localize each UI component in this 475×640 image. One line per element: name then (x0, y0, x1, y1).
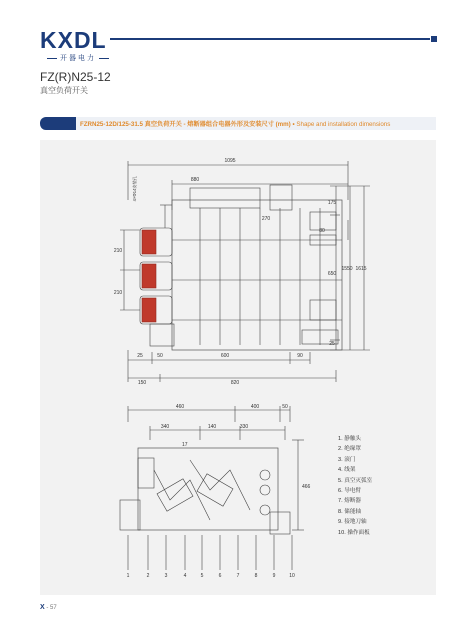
logo-wordmark: KXDL (40, 27, 107, 53)
dim-50-side: 50 (282, 404, 288, 410)
dim-80: 80 (319, 228, 325, 234)
dim-1615: 1615 (355, 266, 367, 272)
fuse-red-3 (142, 298, 156, 322)
callout-5: 5 (200, 573, 204, 579)
callout-2: 2 (146, 573, 150, 579)
section-letter: X (40, 604, 45, 611)
header-square (431, 36, 437, 42)
product-model: FZ(R)N25-12 (40, 70, 111, 84)
dim-210-top: 210 (113, 248, 123, 254)
dim-650: 650 (327, 271, 337, 277)
callout-9: 9 (272, 573, 276, 579)
legend-item: 6. 导电臂 (338, 487, 362, 494)
callout-8: 8 (254, 573, 258, 579)
dim-25-right: 25 (329, 341, 335, 347)
dim-90: 90 (297, 353, 303, 359)
side-body (138, 448, 278, 530)
legend-item: 9. 接地刀轴 (338, 519, 367, 526)
legend-item: 2. 绝缘罩 (338, 446, 362, 453)
callout-6: 6 (218, 573, 222, 579)
legend-item: 1. 静触头 (338, 436, 362, 442)
header-rule (110, 38, 430, 40)
page-dash: - (46, 605, 51, 611)
dim-25-left: 25 (137, 353, 143, 359)
product-subtitle: 真空负荷开关 (40, 86, 88, 95)
drawing-svg (40, 140, 436, 595)
switch-body (172, 200, 342, 350)
legend-item: 4. 线架 (338, 467, 356, 474)
dim-880: 880 (190, 177, 200, 183)
dim-1095: 1095 (224, 158, 236, 164)
callout-7: 7 (236, 573, 240, 579)
callout-4: 4 (183, 573, 187, 579)
dim-1550: 1550 (341, 266, 353, 272)
dim-460: 460 (175, 404, 185, 410)
callout-10: 10 (289, 573, 295, 579)
dim-150: 150 (137, 380, 147, 386)
dim-140: 140 (207, 424, 217, 430)
legend-item: 7. 熔断器 (338, 498, 362, 505)
top-mechanism (190, 188, 260, 208)
dim-17: 17 (182, 442, 188, 448)
dim-50: 50 (157, 353, 163, 359)
fuse-red-1 (142, 230, 156, 254)
banner-separator: • (292, 121, 295, 128)
mounting-hole-note: 4×Φ14安装孔 (132, 176, 137, 202)
banner-accent (40, 117, 76, 130)
dim-330: 330 (239, 424, 249, 430)
dim-175: 175 (327, 200, 337, 206)
dim-600: 600 (220, 353, 230, 359)
technical-drawing (40, 140, 436, 595)
banner-title-cn: FZRN25-12D/125-31.5 真空负荷开关 - 熔断器组合电器外形及安装尺寸 (mm) (80, 121, 291, 128)
fuse-red-2 (142, 264, 156, 288)
page-number (40, 604, 57, 611)
dim-210-bottom: 210 (113, 290, 123, 296)
dim-340: 340 (160, 424, 170, 430)
legend-item: 3. 滚门 (338, 456, 356, 463)
legend-item: 5. 真空灭弧室 (338, 477, 373, 484)
company-logo (40, 28, 112, 63)
logo-subtitle: 开器电力 (40, 53, 112, 63)
banner-title-en: Shape and installation dimensions (296, 121, 391, 128)
dim-466: 466 (302, 484, 311, 490)
dim-400: 400 (250, 404, 260, 410)
banner-title (80, 119, 390, 128)
legend-item: 8. 储能轴 (338, 508, 362, 515)
parts-legend (338, 434, 372, 538)
callout-3: 3 (164, 573, 168, 579)
page-value: 57 (50, 605, 57, 611)
callout-1: 1 (126, 573, 130, 579)
dim-270: 270 (261, 216, 271, 222)
dim-820: 820 (230, 380, 240, 386)
legend-item: 10. 操作面板 (338, 529, 370, 536)
